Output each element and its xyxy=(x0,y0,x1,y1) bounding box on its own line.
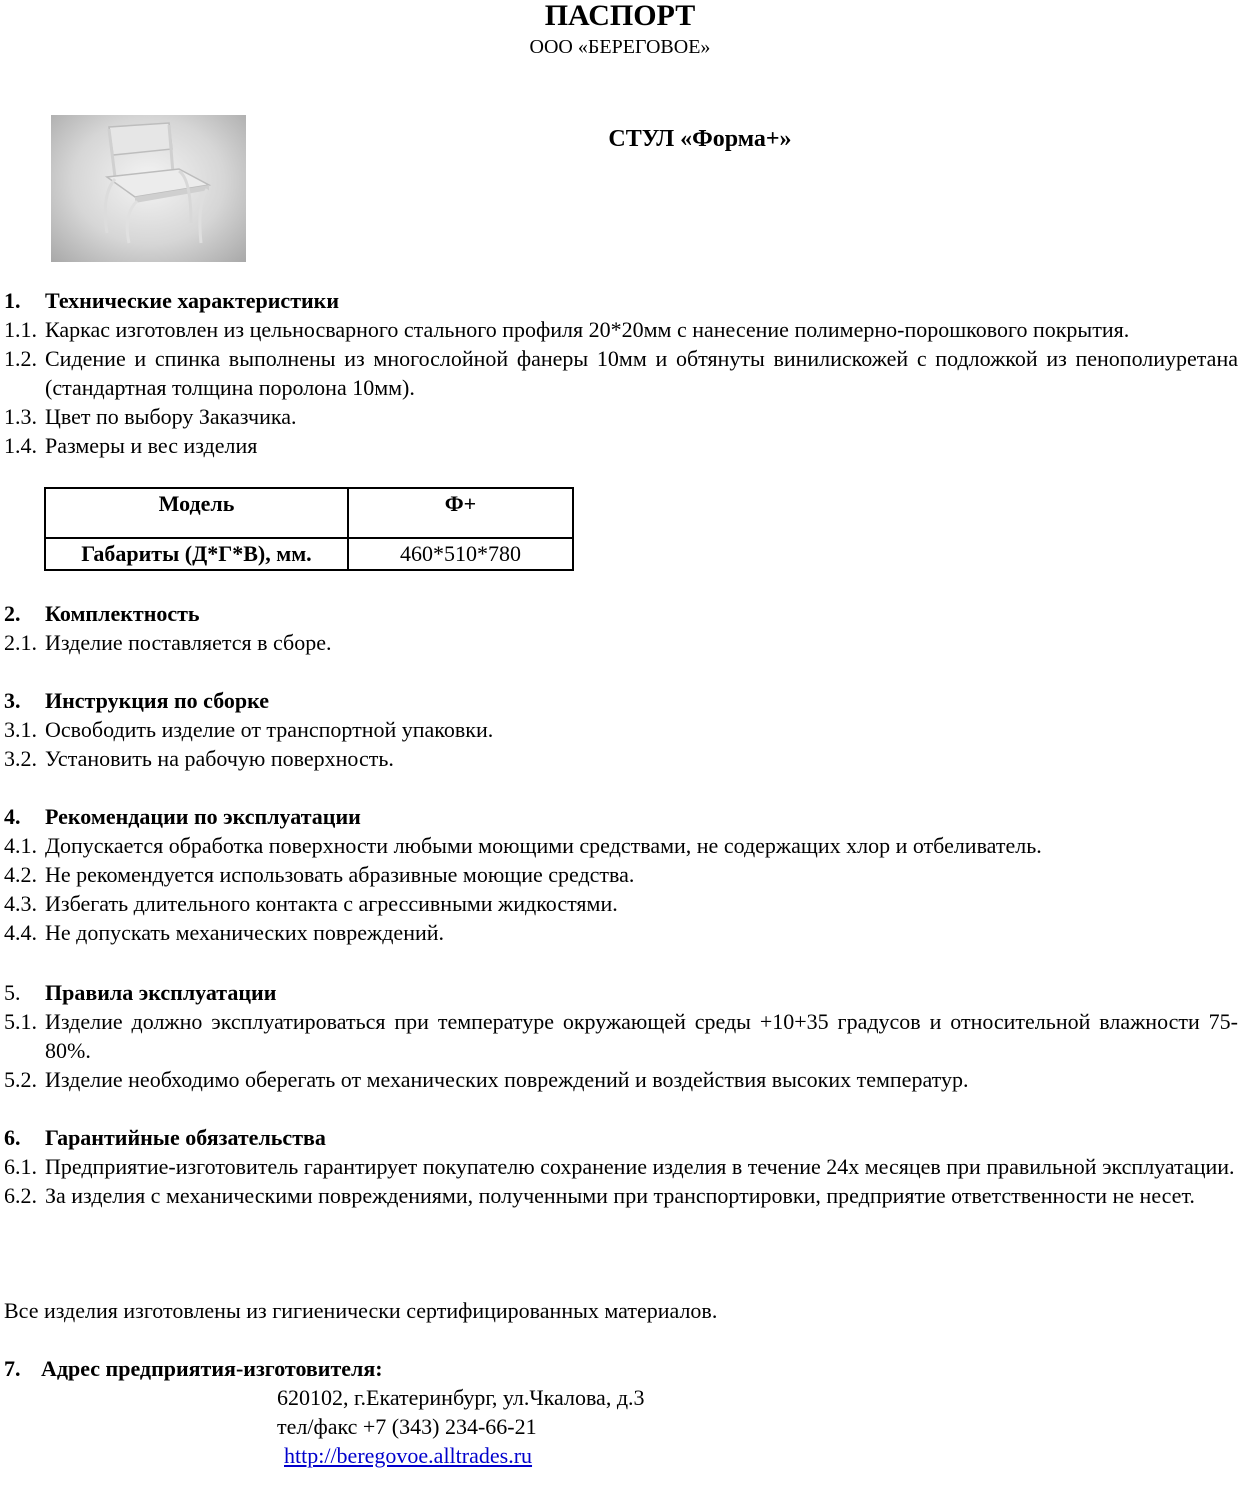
section-rules xyxy=(4,978,1238,1094)
list-item: 6.2. За изделия с механическими повреждениями, полученными при транспортировки, предприятие ответственности не несет. xyxy=(4,1183,1195,1208)
section-heading: 4. Рекомендации по эксплуатации xyxy=(4,804,361,829)
dimensions-table xyxy=(44,487,574,571)
chair-photo-icon xyxy=(51,115,246,262)
table-row xyxy=(45,488,573,538)
product-name: СТУЛ «Форма+» xyxy=(608,126,792,152)
address-block xyxy=(277,1383,645,1470)
table-row xyxy=(45,538,573,570)
section-heading: 5. Правила эксплуатации xyxy=(4,980,277,1005)
section-assembly xyxy=(4,686,1238,773)
list-item: 5.1. Изделие должно эксплуатироваться при температуре окружающей среды +10+35 градусов и относительной влажности 75-80%. xyxy=(4,1009,1238,1063)
list-item: 1.2. Сидение и спинка выполнены из многослойной фанеры 10мм и обтянуты винилискожей с подложкой из пенополиуретана (стандартная толщина поролона 10мм). xyxy=(4,346,1238,400)
section-heading: 2. Комплектность xyxy=(4,601,200,626)
section-specs xyxy=(4,286,1238,460)
section-heading: 6. Гарантийные обязательства xyxy=(4,1125,326,1150)
table-header-model: Модель xyxy=(45,488,348,538)
list-item: 1.3. Цвет по выбору Заказчика. xyxy=(4,404,297,429)
postal-address: 620102, г.Екатеринбург, ул.Чкалова, д.3 xyxy=(277,1385,645,1410)
list-item: 1.4. Размеры и вес изделия xyxy=(4,433,258,458)
company-name: ООО «БЕРЕГОВОЕ» xyxy=(529,36,711,58)
list-item: 3.1. Освободить изделие от транспортной упаковки. xyxy=(4,717,494,742)
section-address xyxy=(4,1354,1238,1383)
list-item: 4.3. Избегать длительного контакта с агрессивными жидкостями. xyxy=(4,891,618,916)
section-recommendations xyxy=(4,802,1238,947)
phone-fax: тел/факс +7 (343) 234-66-21 xyxy=(277,1414,537,1439)
section-heading: 3. Инструкция по сборке xyxy=(4,688,270,713)
list-item: 1.1. Каркас изготовлен из цельносварного стального профиля 20*20мм с нанесение полимерно-порошкового покрытия. xyxy=(4,317,1130,342)
list-item: 4.4. Не допускать механических повреждений. xyxy=(4,920,445,945)
table-cell-label: Габариты (Д*Г*В), мм. xyxy=(45,538,348,570)
section-completeness xyxy=(4,599,1238,657)
list-item: 4.1. Допускается обработка поверхности любыми моющими средствами, не содержащих хлор и отбеливатель. xyxy=(4,833,1042,858)
section-heading: 7. Адрес предприятия-изготовителя: xyxy=(4,1356,383,1381)
list-item: 5.2. Изделие необходимо оберегать от механических повреждений и воздействия высоких температур. xyxy=(4,1067,969,1092)
list-item: 3.2. Установить на рабочую поверхность. xyxy=(4,746,394,771)
certification-note: Все изделия изготовлены из гигиенически сертифицированных материалов. xyxy=(4,1298,718,1323)
list-item: 2.1. Изделие поставляется в сборе. xyxy=(4,630,332,655)
list-item: 6.1. Предприятие-изготовитель гарантирует покупателю сохранение изделия в течение 24х месяцев при правильной эксплуатации. xyxy=(4,1154,1235,1179)
table-cell-value: 460*510*780 xyxy=(348,538,573,570)
document-title: ПАСПОРТ xyxy=(544,0,696,32)
section-warranty xyxy=(4,1123,1238,1210)
list-item: 4.2. Не рекомендуется использовать абразивные моющие средства. xyxy=(4,862,635,887)
website-link[interactable]: http://beregovoe.alltrades.ru xyxy=(284,1443,533,1468)
table-header-variant: Ф+ xyxy=(348,488,573,538)
section-heading: 1. Технические характеристики xyxy=(4,288,340,313)
